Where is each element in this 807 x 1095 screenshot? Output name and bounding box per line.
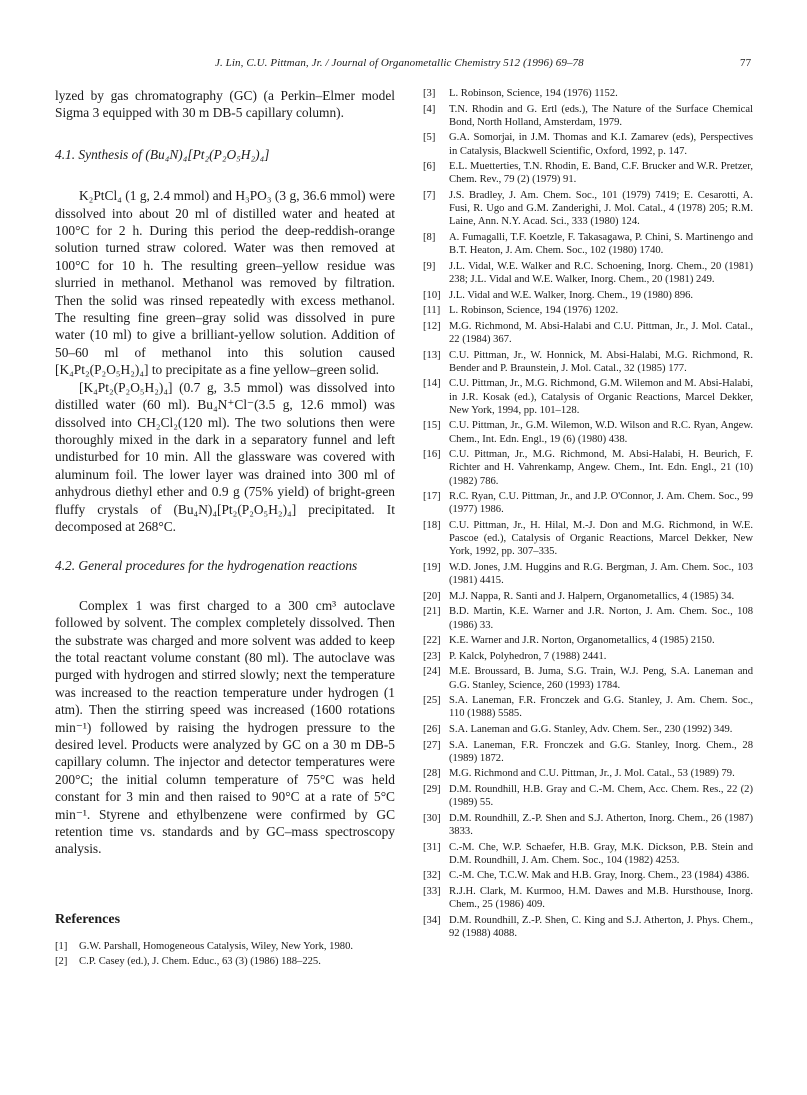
reference-item [423, 349, 753, 375]
reference-item [423, 160, 753, 186]
reference-item [423, 739, 753, 765]
reference-item [423, 448, 753, 488]
reference-item [423, 231, 753, 257]
reference-text: S.A. Laneman and G.G. Stanley, Adv. Chem. Ser., 230 (1992) 349. [449, 723, 733, 735]
reference-item [423, 304, 753, 317]
reference-text: E.L. Muetterties, T.N. Rhodin, E. Band, C.F. Brucker and W.R. Pretzer, Chem. Rev., 79 (2) (1979) 91. [449, 161, 753, 186]
reference-item [423, 289, 753, 302]
reference-text: J.L. Vidal, W.E. Walker and R.C. Schoening, Inorg. Chem., 20 (1981) 238; J.L. Vidal and W.E. Walker, Inorg. Chem., 20 (1981) 249. [449, 260, 753, 285]
running-title: J. Lin, C.U. Pittman, Jr. / Journal of Organometallic Chemistry 512 (1996) 69–78 [215, 57, 584, 69]
reference-number: [3] [423, 88, 436, 99]
reference-text: C.U. Pittman, Jr., H. Hilal, M.-J. Don and M.G. Richmond, in W.E. Pascoe (ed.), Catalysis of Organic Reactions, Marcel Dekker, New York, 1992, pp. 307–335. [449, 519, 753, 558]
reference-text: B.D. Martin, K.E. Warner and J.R. Norton, J. Am. Chem. Soc., 108 (1986) 33. [449, 606, 753, 631]
references-heading: References [55, 911, 121, 927]
reference-text: D.M. Roundhill, Z.-P. Shen and S.J. Atherton, Inorg. Chem., 26 (1987) 3833. [449, 812, 753, 837]
reference-item [55, 955, 395, 968]
reference-number: [23] [423, 650, 441, 662]
reference-number: [31] [423, 841, 441, 853]
reference-item [423, 377, 753, 417]
reference-text: D.M. Roundhill, H.B. Gray and C.-M. Chem, Acc. Chem. Res., 22 (2) (1989) 55. [449, 783, 753, 809]
reference-text: G.W. Parshall, Homogeneous Catalysis, Wiley, New York, 1980. [79, 940, 354, 952]
references-list-right [423, 87, 753, 940]
left-column [55, 87, 395, 971]
reference-number: [14] [423, 378, 441, 390]
reference-number: [21] [423, 606, 441, 618]
reference-text: R.J.H. Clark, M. Kurmoo, H.M. Dawes and M.B. Hursthouse, Inorg. Chem., 25 (1986) 409. [449, 885, 753, 911]
reference-text: M.J. Nappa, R. Santi and J. Halpern, Organometallics, 4 (1985) 34. [449, 590, 735, 602]
running-header [215, 57, 752, 69]
reference-number: [34] [423, 914, 441, 926]
right-column [423, 87, 753, 942]
reference-number: [10] [423, 289, 441, 301]
reference-text: P. Kalck, Polyhedron, 7 (1988) 2441. [449, 650, 607, 662]
reference-number: [4] [423, 103, 436, 115]
reference-number: [26] [423, 723, 441, 735]
reference-number: [32] [423, 870, 441, 882]
reference-number: [17] [423, 491, 441, 503]
reference-number: [6] [423, 161, 436, 173]
reference-number: [30] [423, 812, 441, 824]
reference-number: [19] [423, 561, 441, 573]
paragraph-intro: lyzed by gas chromatography (GC) (a Perkin–Elmer model Sigma 3 equipped with 30 m DB-5 capillary column). [55, 88, 395, 121]
reference-text: J.L. Vidal and W.E. Walker, Inorg. Chem., 19 (1980) 896. [449, 289, 694, 301]
reference-number: [11] [423, 305, 441, 317]
reference-number: [1] [55, 940, 68, 952]
reference-item [423, 103, 753, 129]
reference-text: L. Robinson, Science, 194 (1976) 1202. [449, 305, 619, 317]
reference-number: [2] [55, 956, 68, 968]
reference-item [423, 519, 753, 559]
reference-text: R.C. Ryan, C.U. Pittman, Jr., and J.P. O'Connor, J. Am. Chem. Soc., 99 (1977) 1986. [449, 491, 753, 516]
reference-item [423, 783, 753, 809]
reference-text: C.U. Pittman, Jr., G.M. Wilemon, W.D. Wilson and R.C. Ryan, Angew. Chem., Int. Edn. Engl., 19 (6) (1980) 438. [449, 420, 753, 445]
reference-item [423, 634, 753, 647]
reference-number: [24] [423, 666, 441, 678]
reference-number: [5] [423, 132, 436, 144]
references-list-left [55, 940, 395, 969]
reference-text: C.-M. Che, T.C.W. Mak and H.B. Gray, Inorg. Chem., 23 (1984) 4386. [449, 870, 750, 882]
reference-item [423, 812, 753, 838]
reference-text: M.G. Richmond and C.U. Pittman, Jr., J. Mol. Catal., 53 (1989) 79. [449, 768, 735, 780]
reference-number: [33] [423, 885, 441, 897]
reference-item [423, 869, 753, 882]
reference-item [423, 490, 753, 516]
section-4-2-title: 4.2. General procedures for the hydrogenation reactions [55, 558, 358, 574]
reference-text: C.U. Pittman, Jr., M.G. Richmond, M. Absi-Halabi, H. Beurich, F. Richter and H. Vahrenkamp, Angew. Chem., Int. Edn. Engl., 21 (10) (1982) 786. [449, 449, 753, 487]
reference-item [423, 590, 753, 603]
reference-item [423, 131, 753, 157]
reference-item [423, 320, 753, 346]
reference-item [423, 723, 753, 736]
reference-text: K.E. Warner and J.R. Norton, Organometallics, 4 (1985) 2150. [449, 635, 715, 647]
reference-number: [12] [423, 320, 441, 332]
reference-item [423, 767, 753, 780]
reference-item [423, 694, 753, 720]
reference-item [423, 87, 753, 100]
paragraph-synthesis-2: [K₄Pt₂(P₂O₅H₂)₄] (0.7 g, 3.5 mmol) was dissolved into distilled water (60 ml). Bu₄N⁺Cl⁻(3.5 g, 12.6 mmol) was dissolved into CH₂Cl₂(120 ml). The two solutions then were thoroughly mixed in the dark in a separatory funnel and left undisturbed for 10 min. All the glassware was covered with aluminum foil. The lower layer was drained into 300 ml of anhydrous diethyl ether and 0.9 g (75% yield) of bright-green fluffy crystals of (Bu₄N)₄[Pt₂(P₂O₅H₂)₄] precipitated. It decomposed at 268°C. [55, 379, 395, 534]
reference-number: [13] [423, 349, 441, 361]
reference-text: M.G. Richmond, M. Absi-Halabi and C.U. Pittman, Jr., J. Mol. Catal., 22 (1984) 367. [449, 320, 753, 345]
reference-item [423, 650, 753, 663]
reference-text: C.U. Pittman, Jr., M.G. Richmond, G.M. Wilemon and M. Absi-Halabi, in J.R. Kosak (ed.), Catalysis of Organic Reactions, Marcel Dekker, New York, 1994, pp. 101–128. [449, 378, 753, 416]
reference-text: T.N. Rhodin and G. Ertl (eds.), The Nature of the Surface Chemical Bond, North Holland, Amsterdam, 1979. [449, 103, 753, 128]
reference-item [423, 561, 753, 587]
reference-item [423, 605, 753, 631]
reference-number: [16] [423, 449, 441, 461]
reference-item [423, 419, 753, 445]
reference-text: C.U. Pittman, Jr., W. Honnick, M. Absi-Halabi, M.G. Richmond, R. Bender and P. Braunstein, J. Mol. Catal., 32 (1985) 177. [449, 349, 753, 374]
reference-number: [25] [423, 695, 441, 707]
reference-number: [8] [423, 231, 436, 243]
reference-item [423, 914, 753, 940]
reference-text: A. Fumagalli, T.F. Koetzle, F. Takasagawa, P. Chini, S. Martinengo and B.T. Heaton, J. Am. Chem. Soc., 102 (1980) 1740. [449, 231, 753, 257]
reference-text: J.S. Bradley, J. Am. Chem. Soc., 101 (1979) 7419; E. Cesarotti, A. Fusi, R. Ugo and G.M. Zanderighi, J. Mol. Catal., 4 (1978) 205; R.M. Laine, Ann. N.Y. Acad. Sci., 333 (1980) 124. [449, 189, 753, 228]
reference-number: [9] [423, 260, 436, 272]
paragraph-procedures: Complex 1 was first charged to a 300 cm³ autoclave followed by solvent. The complex completely dissolved. Then the substrate was charged and more solvent was added to keep the total reactant volume constant (80 ml). The autoclave was purged with hydrogen and stirred slowly; next the temperature was increased to the reaction temperature under hydrogen (1 atm). Then the stirring speed was increased (1600 rotations min⁻¹) followed by raising the hydrogen pressure to the desired level. Products were analyzed by GC on a 30 m DB-5 capillary column. The injector and detector temperatures were 200°C; the initial column temperature of 75°C was held constant for 3 min and then raised to 90°C at a rate of 5°C min⁻¹. Styrene and ethylbenzene were confirmed by GC retention time vs. standards and by GC–mass spectroscopy analysis. [55, 597, 395, 857]
reference-item [423, 841, 753, 867]
reference-item [423, 260, 753, 286]
reference-item [423, 665, 753, 691]
reference-text: C.P. Casey (ed.), J. Chem. Educ., 63 (3) (1986) 188–225. [79, 956, 321, 968]
reference-text: C.-M. Che, W.P. Schaefer, H.B. Gray, M.K. Dickson, P.B. Stein and D.M. Roundhill, J. Am. Chem. Soc., 104 (1982) 4253. [449, 841, 753, 866]
reference-item [423, 885, 753, 911]
reference-number: [27] [423, 739, 441, 751]
reference-number: [29] [423, 783, 441, 795]
paragraph-synthesis-1: K₂PtCl₄ (1 g, 2.4 mmol) and H₃PO₃ (3 g, 36.6 mmol) were dissolved into about 20 ml of distilled water and heated at 100°C for 2 h. During this period the deep-reddish-orange solution turned straw colored. Water was then removed at 100°C for 10 h. The resulting green–yellow residue was slurried in methanol. Methanol was removed by filtration. Then the solid was rinsed repeatedly with excess methanol. The resulting fine green–gray solid was dissolved in pure water (10 ml) to give a brilliant-yellow solution. Addition of 50–60 ml of methanol into this solution caused [K₄Pt₂(P₂O₅H₂)₄] to precipitate as a fine yellow–green solid. [55, 188, 395, 378]
reference-number: [28] [423, 768, 441, 780]
reference-number: [18] [423, 519, 441, 531]
page-number: 77 [740, 57, 752, 69]
reference-text: W.D. Jones, J.M. Huggins and R.G. Bergman, J. Am. Chem. Soc., 103 (1981) 4415. [449, 561, 753, 587]
reference-item [423, 189, 753, 229]
reference-number: [15] [423, 420, 441, 432]
reference-text: G.A. Somorjai, in J.M. Thomas and K.I. Zamarev (eds), Perspectives in Catalysis, Blackwell Scientific, Oxford, 1992, p. 147. [449, 132, 753, 157]
reference-number: [20] [423, 590, 441, 602]
reference-number: [7] [423, 189, 436, 201]
reference-number: [22] [423, 635, 441, 647]
reference-item [55, 940, 395, 953]
reference-text: D.M. Roundhill, Z.-P. Shen, C. King and S.J. Atherton, J. Phys. Chem., 92 (1988) 4088. [449, 914, 753, 939]
reference-text: M.E. Broussard, B. Juma, S.G. Train, W.J. Peng, S.A. Laneman and G.G. Stanley, Science, 260 (1993) 1784. [449, 666, 753, 691]
reference-text: S.A. Laneman, F.R. Fronczek and G.G. Stanley, J. Am. Chem. Soc., 110 (1988) 5585. [449, 695, 753, 720]
section-4-1-title: 4.1. Synthesis of (Bu₄N)₄[Pt₂(P₂O₅H₂)₄] [55, 146, 270, 162]
reference-text: L. Robinson, Science, 194 (1976) 1152. [449, 88, 618, 99]
reference-text: S.A. Laneman, F.R. Fronczek and G.G. Stanley, Inorg. Chem., 28 (1989) 1872. [449, 739, 753, 764]
